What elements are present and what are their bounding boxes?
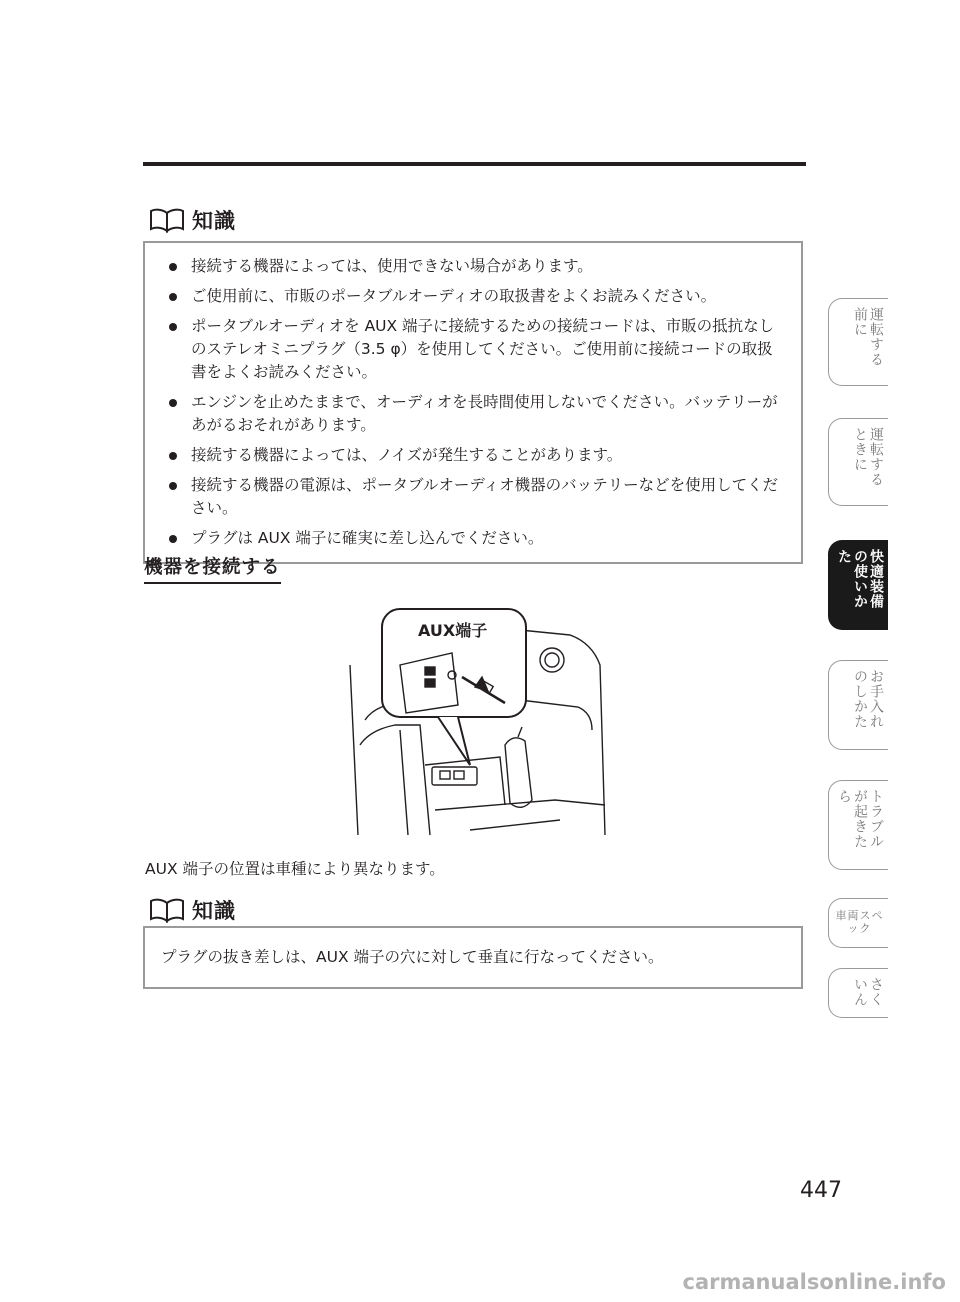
side-tab-label: お手入れのしかた	[852, 669, 884, 729]
knowledge-title: 知識	[192, 209, 236, 233]
side-tab-label: 車両スペック	[835, 909, 884, 935]
note-text: プラグの抜き差しは、AUX 端子の穴に対して垂直に行なってください。	[161, 948, 664, 966]
watermark: carmanualsonline.info	[682, 1270, 946, 1294]
side-tab-index[interactable]	[828, 968, 888, 1018]
note-item: 接続する機器の電源は、ポータブルオーディオ機器のバッテリーなどを使用してください。	[161, 474, 781, 520]
book-icon	[148, 897, 186, 923]
illustration-caption: AUX 端子の位置は車種により異なります。	[145, 860, 445, 878]
side-tab-label: さくいん	[852, 977, 884, 1007]
side-tab-troubleshooting[interactable]	[828, 780, 888, 870]
side-tab-label: 運転するときに	[852, 427, 884, 487]
knowledge-box	[143, 241, 803, 564]
side-tab-vehicle-specs[interactable]	[828, 898, 888, 948]
top-rule	[143, 162, 806, 166]
side-tab-maintenance[interactable]	[828, 660, 888, 750]
side-tab-before-driving[interactable]	[828, 298, 888, 386]
knowledge-heading	[148, 895, 236, 925]
note-list	[161, 255, 781, 550]
note-item: 接続する機器によっては、使用できない場合があります。	[161, 255, 781, 278]
side-tab-label: 快適装備の使いかた	[836, 549, 884, 609]
knowledge-heading	[148, 205, 236, 235]
aux-port-label: AUX端子	[418, 621, 488, 640]
note-item: エンジンを止めたままで、オーディオを長時間使用しないでください。バッテリーがあがるおそれがあります。	[161, 391, 781, 437]
note-item: 接続する機器によっては、ノイズが発生することがあります。	[161, 444, 781, 467]
note-item: プラグは AUX 端子に確実に差し込んでください。	[161, 527, 781, 550]
section-heading: 機器を接続する	[144, 553, 281, 584]
side-tab-while-driving[interactable]	[828, 418, 888, 506]
book-icon	[148, 207, 186, 233]
knowledge-title: 知識	[192, 899, 236, 923]
knowledge-box	[143, 926, 803, 989]
side-tab-label: トラブルが起きたら	[836, 789, 884, 849]
page-number: 447	[800, 1178, 842, 1203]
note-item: ご使用前に、市販のポータブルオーディオの取扱書をよくお読みください。	[161, 285, 781, 308]
note-item: ポータブルオーディオを AUX 端子に接続するための接続コードは、市販の抵抗なしのステレオミニプラグ（3.5 φ）を使用してください。ご使用前に接続コードの取扱書をよくお読みください。	[161, 315, 781, 384]
side-tab-comfort-equipment[interactable]	[828, 540, 888, 630]
side-tab-label: 運転する前に	[852, 307, 884, 367]
